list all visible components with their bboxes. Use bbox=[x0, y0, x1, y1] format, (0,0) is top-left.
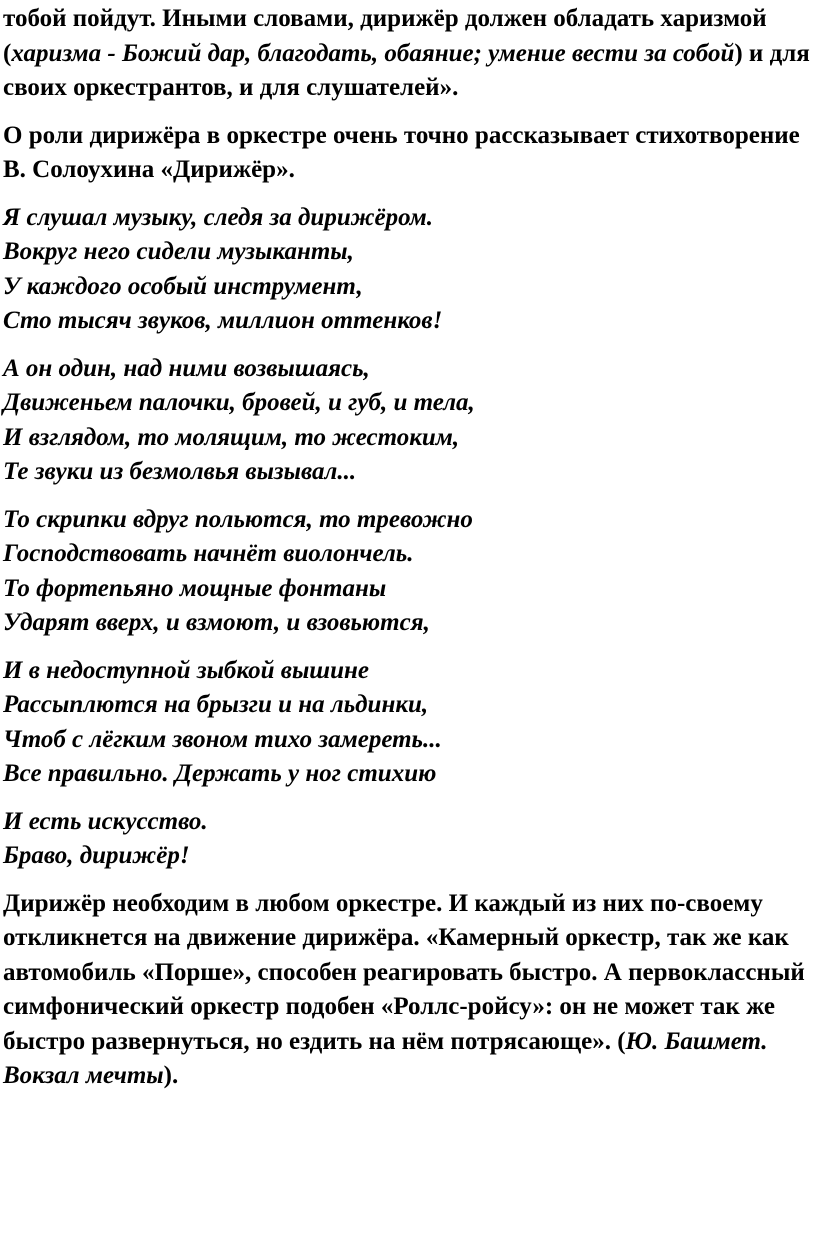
poem-stanza-5 bbox=[3, 805, 816, 874]
poem-line: У каждого особый инструмент, bbox=[3, 272, 363, 300]
citation-source: Ю. Башмет. Вокзал мечты bbox=[3, 1027, 768, 1089]
poem-line: То фортепьяно мощные фонтаны bbox=[3, 574, 387, 602]
conductor-text: Дирижёр необходим в любом оркестре. И каждый из них по-своему откликнется на движение дирижёра. «Камерный оркестр, так же как автомобиль «Порше», способен реагировать быстро. А первоклассный симфонический оркестр подобен «Роллс-ройсу»: он не может так же быстро развернуться, но ездить на нём потрясающе». ( bbox=[3, 889, 805, 1055]
poem-line: То скрипки вдруг польются, то тревожно bbox=[3, 505, 473, 533]
poem-line: И есть искусство. bbox=[3, 807, 208, 835]
poem-stanza-4 bbox=[3, 654, 816, 792]
poem-line: Сто тысяч звуков, миллион оттенков! bbox=[3, 307, 443, 334]
paragraph-poem-intro: О роли дирижёра в оркестре очень точно рассказывает стихотворение В. Солоухина «Дирижёр». bbox=[3, 121, 800, 183]
poem-stanza-1 bbox=[3, 201, 816, 339]
poem-line: Чтоб с лёгким звоном тихо замереть... bbox=[3, 725, 442, 753]
paragraph-conductor-necessity bbox=[3, 887, 816, 1094]
poem-stanza-2 bbox=[3, 352, 816, 490]
charisma-definition: харизма - Божий дар, благодать, обаяние; умение вести за собой bbox=[11, 39, 735, 67]
poem-line: А он один, над ними возвышаясь, bbox=[3, 354, 370, 382]
poem-line: Ударят вверх, и взмоют, и взовьются, bbox=[3, 609, 430, 636]
poem-stanza-3 bbox=[3, 503, 816, 641]
charisma-text-start: тобой пойдут. Иными словами, дирижёр должен обладать харизмой ( bbox=[3, 5, 767, 67]
charisma-text-end: ) и для своих оркестрантов, и для слушателей». bbox=[3, 39, 810, 101]
poem-line: И взглядом, то молящим, то жестоким, bbox=[3, 423, 460, 451]
poem-line: И в недоступной зыбкой вышине bbox=[3, 656, 369, 684]
citation-close: ). bbox=[163, 1062, 179, 1089]
paragraph-charisma bbox=[3, 2, 816, 106]
poem-line: Господствовать начнёт виолончель. bbox=[3, 540, 414, 567]
poem-line: Все правильно. Держать у ног стихию bbox=[3, 760, 437, 787]
poem-line: Рассыплются на брызги и на льдинки, bbox=[3, 691, 429, 718]
poem-line: Движеньем палочки, бровей, и губ, и тела, bbox=[3, 389, 475, 416]
poem-line: Вокруг него сидели музыканты, bbox=[3, 238, 354, 265]
poem-line: Те звуки из безмолвья вызывал... bbox=[3, 458, 357, 485]
poem-line: Я слушал музыку, следя за дирижёром. bbox=[3, 203, 434, 231]
poem-line: Браво, дирижёр! bbox=[3, 842, 190, 869]
